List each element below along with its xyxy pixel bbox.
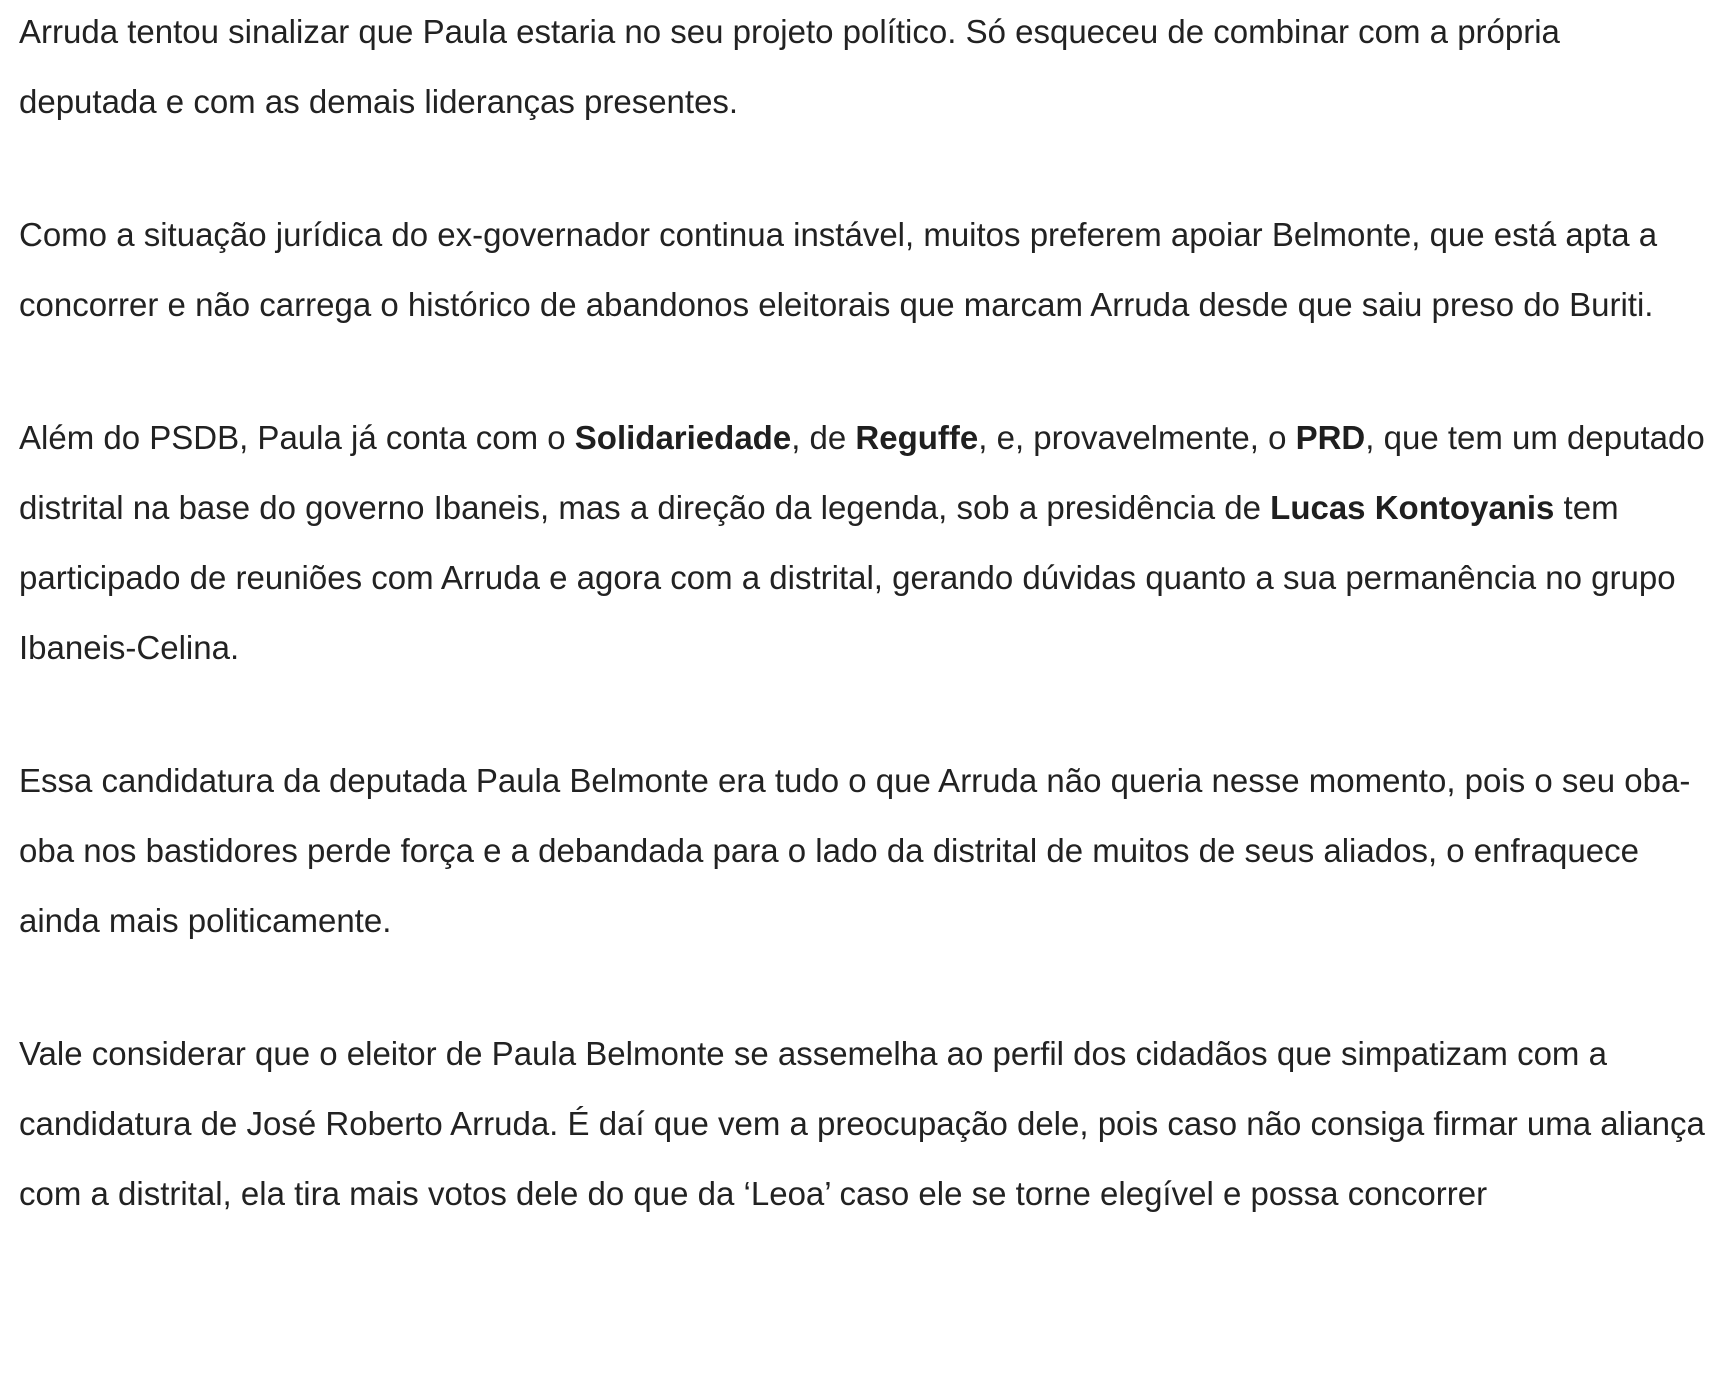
text-segment: , de [791,419,856,456]
text-segment: Arruda tentou sinalizar que Paula estaria no seu projeto político. Só esqueceu de combinar com a própria deputada e com as demais lideranças presentes. [19,13,1560,120]
paragraph-2 [19,200,1705,340]
paragraph-4 [19,746,1705,956]
party-solidariedade: Solidariedade [574,419,792,456]
text-segment: , e, provavelmente, o [978,419,1296,456]
text-segment: Como a situação jurídica do ex-governador continua instável, muitos preferem apoiar Belmonte, que está apta a concorrer e não carrega o histórico de abandonos eleitorais que marcam Arruda desde que saiu preso do Buriti. [19,216,1658,323]
party-prd: PRD [1295,419,1366,456]
paragraph-1 [19,0,1705,137]
text-segment: tem participado de reuniões com Arruda e agora com a distrital, gerando dúvidas quanto a sua permanência no grupo Ibaneis-Celina. [19,489,1676,666]
paragraph-5 [19,1019,1705,1229]
paragraph-3 [19,403,1705,683]
person-reguffe: Reguffe [855,419,979,456]
text-segment: , que tem um deputado distrital na base do governo Ibaneis, mas a direção da legenda, sob a presidência de [19,419,1705,526]
text-segment: Essa candidatura da deputada Paula Belmonte era tudo o que Arruda não queria nesse momento, pois o seu oba-oba nos bastidores perde força e a debandada para o lado da distrital de muitos de seus aliados, o enfraquece ainda mais politicamente. [19,762,1691,939]
text-segment: Além do PSDB, Paula já conta com o [19,419,575,456]
person-lucas-kontoyanis: Lucas Kontoyanis [1270,489,1555,526]
text-segment: Vale considerar que o eleitor de Paula Belmonte se assemelha ao perfil dos cidadãos que simpatizam com a candidatura de José Roberto Arruda. É daí que vem a preocupação dele, pois caso não consiga firmar uma aliança com a distrital, ela tira mais votos dele do que da ‘Leoa’ caso ele se torne elegível e possa concorrer [19,1035,1705,1212]
